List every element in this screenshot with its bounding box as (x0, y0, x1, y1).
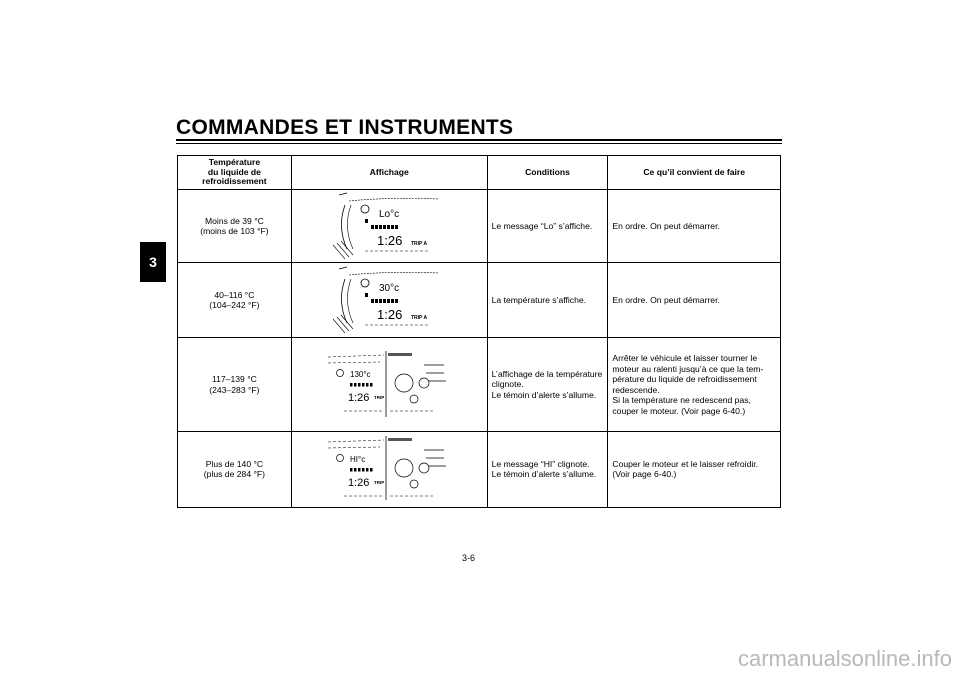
table-row (178, 263, 781, 338)
warning-bar (388, 353, 412, 356)
warning-light-icon (419, 463, 429, 473)
thermometer-icon (361, 279, 369, 287)
trip-label: TRIP (374, 395, 385, 401)
table-header-row (178, 156, 781, 190)
fuel-gauge-bars (371, 299, 398, 303)
temperature-readout: HI°c (350, 455, 366, 464)
temperature-readout: Lo°c (379, 208, 400, 220)
action-cell: En ordre. On peut démarrer. (608, 190, 781, 263)
watermark[interactable]: carmanualsonline.info (737, 646, 952, 671)
display-cell (291, 338, 487, 432)
table-row (178, 338, 781, 432)
temperature-cell: Plus de 140 °C (plus de 284 °F) (178, 432, 292, 508)
temperature-readout: 130°c (350, 370, 371, 380)
tachometer-icon (395, 374, 413, 392)
warning-bar (388, 438, 412, 441)
temperature-cell: 40–116 °C (104–242 °F) (178, 263, 292, 338)
lcd-display-illustration (324, 432, 454, 504)
display-cell (291, 432, 487, 508)
lcd-display-illustration (329, 191, 449, 259)
fuel-gauge-bars (371, 225, 398, 229)
lcd-display-illustration (329, 265, 449, 333)
fuel-icon (365, 219, 368, 223)
coolant-temperature-table (177, 155, 781, 508)
temperature-readout: 30°c (379, 282, 400, 294)
fuel-gauge-bars (350, 468, 373, 472)
table-row (178, 432, 781, 508)
indicator-icon (410, 480, 418, 488)
temperature-cell: 117–139 °C (243–283 °F) (178, 338, 292, 432)
table-row (178, 190, 781, 263)
clock-readout: 1:26 (348, 477, 370, 489)
trip-label: TRIP A (411, 314, 428, 321)
clock-readout: 1:26 (348, 392, 370, 405)
display-cell (291, 190, 487, 263)
title-rule-thin (176, 143, 782, 144)
conditions-cell: La température s’affiche. (487, 263, 608, 338)
clock-readout: 1:26 (377, 306, 403, 322)
header-conditions: Conditions (487, 156, 608, 190)
thermometer-icon (337, 370, 344, 377)
header-display: Affichage (291, 156, 487, 190)
thermometer-icon (361, 205, 369, 213)
clock-readout: 1:26 (377, 232, 403, 248)
warning-light-icon (419, 378, 429, 388)
conditions-cell: Le message “HI” clignote. Le témoin d’alerte s’allume. (487, 432, 608, 508)
display-cell (291, 263, 487, 338)
header-action: Ce qu’il convient de faire (608, 156, 781, 190)
conditions-cell: L’affichage de la température clignote. Le témoin d’alerte s’allume. (487, 338, 608, 432)
chapter-tab[interactable]: 3 (140, 242, 166, 282)
trip-label: TRIP (374, 480, 385, 485)
header-temperature: Température du liquide de refroidissement (178, 156, 292, 190)
title-rule-thick (176, 139, 782, 141)
conditions-cell: Le message “Lo” s’affiche. (487, 190, 608, 263)
lcd-display-illustration (324, 343, 454, 423)
tachometer-icon (395, 459, 413, 477)
page-number: 3-6 (462, 553, 476, 563)
action-cell: Couper le moteur et le laisser refroidir. (Voir page 6-40.) (608, 432, 781, 508)
action-cell: En ordre. On peut démarrer. (608, 263, 781, 338)
thermometer-icon (337, 455, 344, 462)
indicator-icon (410, 395, 418, 403)
fuel-gauge-bars (350, 383, 373, 387)
action-cell: Arrêter le véhicule et laisser tourner le moteur au ralenti jusqu’à ce que la tem- pérature du liquide de refroidissement redescende. Si la température ne redescend pas, couper le moteur. (Voir page 6-40.) (608, 338, 781, 432)
page-title: COMMANDES ET INSTRUMENTS (176, 116, 514, 139)
temperature-cell: Moins de 39 °C (moins de 103 °F) (178, 190, 292, 263)
trip-label: TRIP A (411, 240, 428, 247)
fuel-icon (365, 293, 368, 297)
